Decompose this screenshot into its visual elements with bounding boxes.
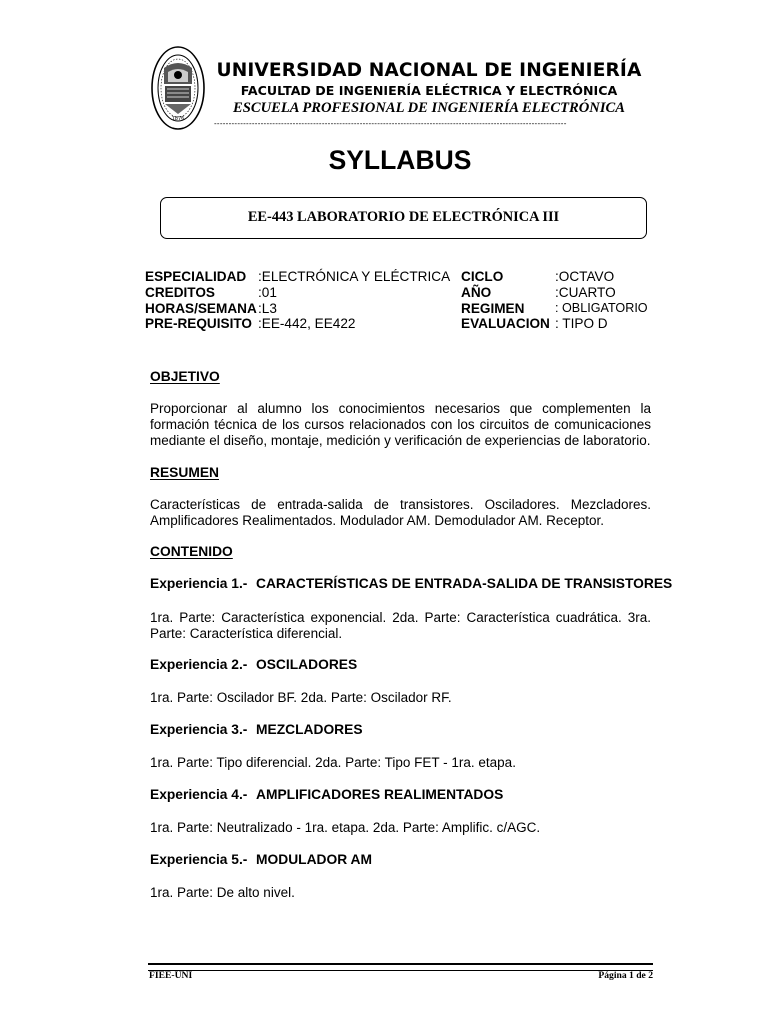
experience-heading: [150, 787, 503, 802]
info-key: ESPECIALIDAD: [145, 269, 247, 284]
info-key: CREDITOS: [145, 284, 215, 300]
page-title: SYLLABUS: [328, 145, 472, 175]
header-separator: -------------------------------------------------------------------------------------------------------------------------: [214, 119, 567, 128]
experience-number: Experiencia 4.-: [150, 787, 248, 802]
info-value: :OCTAVO: [555, 269, 615, 284]
experience-number: Experiencia 3.-: [150, 722, 248, 737]
info-key: AÑO: [461, 284, 492, 300]
experience-number: Experiencia 1.-: [150, 576, 248, 591]
experience-text: 1ra. Parte: Tipo diferencial. 2da. Parte: Tipo FET - 1ra. etapa.: [150, 755, 516, 770]
experience-number: Experiencia 5.-: [150, 852, 248, 867]
info-value: :L3: [258, 300, 277, 316]
info-row: [145, 269, 665, 285]
info-value: : OBLIGATORIO: [555, 300, 648, 315]
page-number: Página 1 de 2: [598, 970, 653, 981]
resumen-heading: RESUMEN: [150, 465, 219, 480]
info-key: HORAS/SEMANA: [145, 300, 257, 316]
footer-rule: [148, 963, 653, 971]
info-key: EVALUACION: [461, 316, 550, 332]
course-title: EE-443 LABORATORIO DE ELECTRÓNICA III: [247, 209, 560, 225]
info-key: PRE-REQUISITO: [145, 316, 253, 332]
info-row: [145, 285, 665, 301]
experience-text: 1ra. Parte: De alto nivel.: [150, 885, 295, 900]
info-value: :ELECTRÓNICA Y ELÉCTRICA: [258, 269, 451, 284]
experience-heading: [150, 576, 672, 591]
info-row: [145, 316, 665, 332]
contenido-heading: CONTENIDO: [150, 544, 233, 559]
resumen-text: Características de entrada-salida de transistores. Osciladores. Mezcladores. Amplificadores Realimentados. Modulador AM. Demodulador AM. Receptor.: [150, 497, 651, 528]
experience-heading: [150, 852, 372, 867]
university-seal-logo: [150, 44, 206, 132]
experience-number: Experiencia 2.-: [150, 657, 248, 672]
course-title-box: [160, 197, 647, 239]
school-name: ESCUELA PROFESIONAL DE INGENIERÍA ELECTRÓNICA: [233, 100, 625, 116]
objetivo-text: Proporcionar al alumno los conocimientos necesarios que complementen la formación técnica de los cursos relacionados con los circuitos de comunicaciones mediante el diseño, montaje, medición y verificación de experiencias de laboratorio.: [150, 401, 651, 448]
university-name: UNIVERSIDAD NACIONAL DE INGENIERÍA: [216, 60, 642, 81]
objetivo-heading: OBJETIVO: [150, 369, 220, 384]
experience-text: 1ra. Parte: Oscilador BF. 2da. Parte: Oscilador RF.: [150, 690, 452, 705]
info-row: [145, 301, 665, 317]
experience-title: AMPLIFICADORES REALIMENTADOS: [256, 787, 504, 802]
info-value: : TIPO D: [555, 316, 608, 332]
info-value: :CUARTO: [555, 284, 616, 300]
info-value: :EE-442, EE422: [258, 316, 356, 332]
experience-title: CARACTERÍSTICAS DE ENTRADA-SALIDA DE TRANSISTORES: [256, 576, 673, 591]
faculty-name: FACULTAD DE INGENIERÍA ELÉCTRICA Y ELECTRÓNICA: [240, 83, 618, 98]
experience-title: MEZCLADORES: [256, 722, 363, 737]
svg-text:1876: 1876: [171, 116, 185, 122]
experience-text: 1ra. Parte: Característica exponencial. 2da. Parte: Característica cuadrática. 3ra. Parte: Característica diferencial.: [150, 610, 651, 641]
experience-heading: [150, 722, 363, 737]
info-value: :01: [258, 284, 277, 300]
info-key: CICLO: [461, 269, 504, 284]
info-key: REGIMEN: [461, 300, 525, 316]
experience-title: MODULADOR AM: [256, 852, 372, 867]
course-info-table: [145, 269, 665, 332]
experience-text: 1ra. Parte: Neutralizado - 1ra. etapa. 2da. Parte: Amplific. c/AGC.: [150, 820, 541, 835]
experience-title: OSCILADORES: [256, 657, 358, 672]
footer-left: FIEE-UNI: [149, 970, 193, 981]
experience-heading: [150, 657, 357, 672]
